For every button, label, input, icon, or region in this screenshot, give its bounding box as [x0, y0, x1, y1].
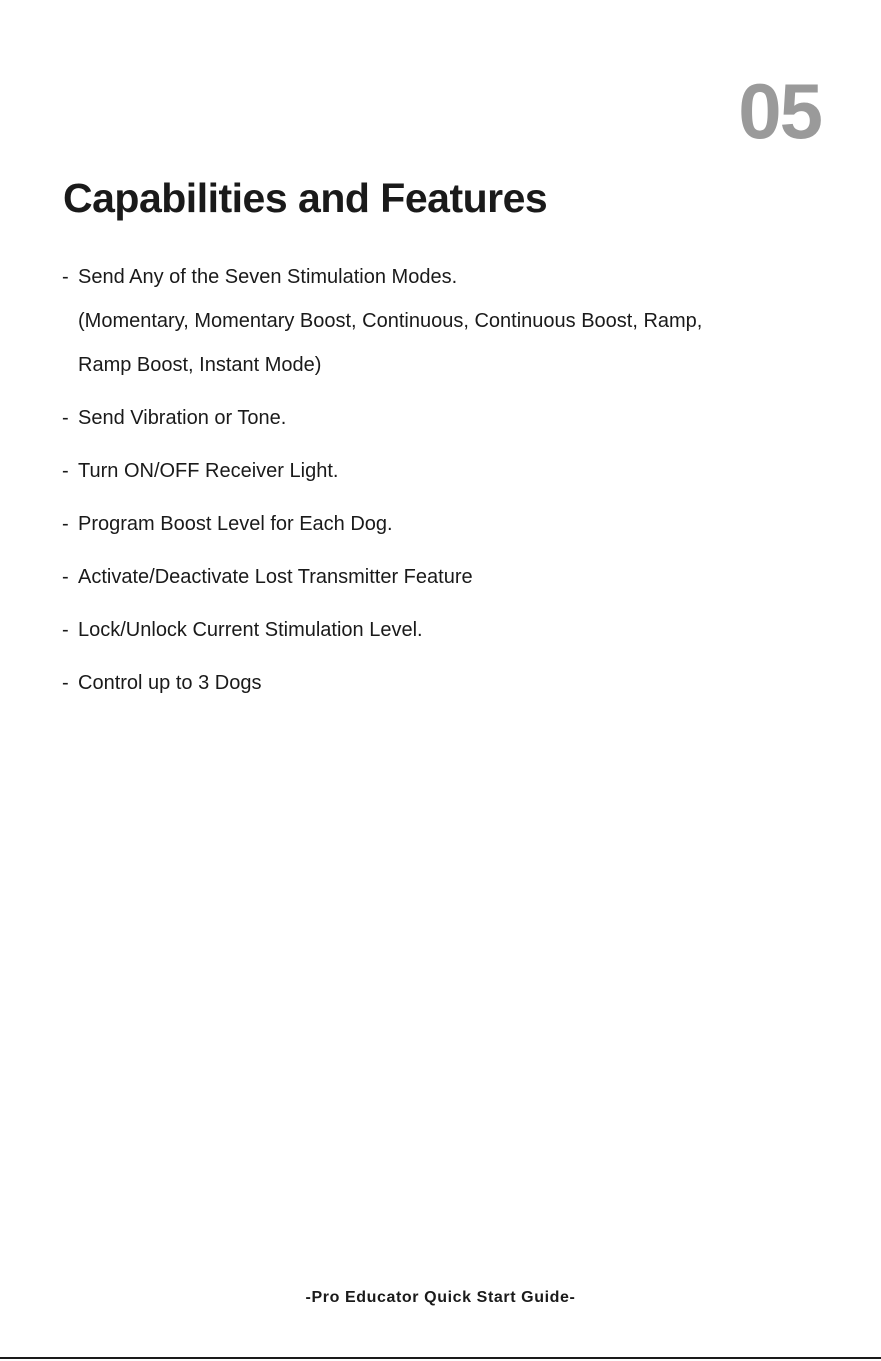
bullet-dash: -	[62, 407, 69, 429]
feature-text: Lock/Unlock Current Stimulation Level.	[78, 619, 423, 641]
footer-guide-title: -Pro Educator Quick Start Guide-	[305, 1289, 576, 1306]
feature-text: Send Any of the Seven Stimulation Modes.	[78, 266, 458, 288]
bullet-dash: -	[62, 619, 69, 641]
bullet-dash: -	[62, 266, 69, 288]
bullet-dash: -	[62, 672, 69, 694]
feature-item	[62, 562, 832, 593]
feature-subtext: (Momentary, Momentary Boost, Continuous, Continuous Boost, Ramp,	[78, 310, 703, 332]
feature-item	[62, 668, 832, 699]
bullet-dash: -	[62, 460, 69, 482]
bullet-dash: -	[62, 566, 69, 588]
feature-item	[62, 262, 832, 381]
feature-text: Control up to 3 Dogs	[78, 672, 262, 694]
feature-subtext: Ramp Boost, Instant Mode)	[78, 354, 322, 376]
feature-item	[62, 615, 832, 646]
feature-item	[62, 456, 832, 487]
feature-item	[62, 509, 832, 540]
page-number: 05	[738, 67, 821, 155]
feature-item	[62, 403, 832, 434]
feature-list	[62, 262, 832, 721]
bottom-divider	[0, 1357, 881, 1359]
feature-text: Turn ON/OFF Receiver Light.	[78, 460, 339, 482]
page-title: Capabilities and Features	[63, 175, 548, 221]
feature-body	[78, 262, 832, 381]
feature-text: Send Vibration or Tone.	[78, 407, 287, 429]
feature-text: Program Boost Level for Each Dog.	[78, 513, 393, 535]
feature-text: Activate/Deactivate Lost Transmitter Feature	[78, 566, 473, 588]
bullet-dash: -	[62, 513, 69, 535]
